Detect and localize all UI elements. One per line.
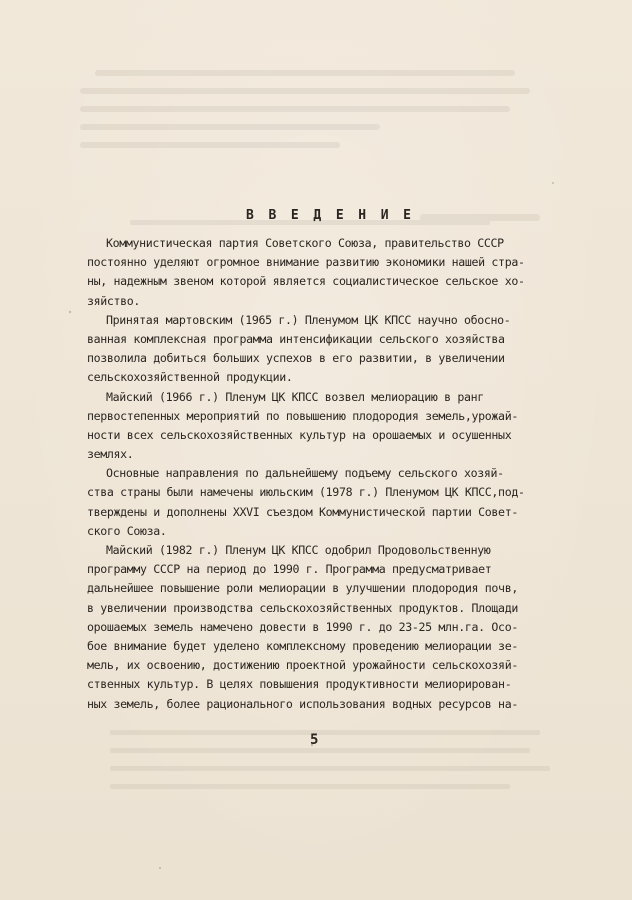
text-line: Майский (1982 г.) Пленум ЦК КПСС одобрил Продовольственную xyxy=(106,543,491,557)
text-line: Коммунистическая партия Советского Союза, правительство СССР xyxy=(106,236,504,250)
page-number: 5 xyxy=(310,732,319,748)
text-line: ского Союза. xyxy=(87,523,167,538)
text-line: ственных культур. В целях повышения продуктивности мелиорирован- xyxy=(87,677,512,692)
text-line: ства страны были намечены июльским (1978 г.) Пленумом ЦК КПСС,под- xyxy=(87,485,525,500)
text-line: программу СССР на период до 1990 г. Программа предусматривает xyxy=(87,562,492,577)
body-text xyxy=(87,234,587,714)
text-line: зяйство. xyxy=(87,293,141,308)
text-line: сельскохозяйственной продукции. xyxy=(87,370,293,385)
text-line: землях. xyxy=(87,447,134,462)
text-line: дальнейшее повышение роли мелиорации в улучшении плодородия почв, xyxy=(87,581,518,596)
text-line: первостепенных мероприятий по повышению плодородия земель,урожай- xyxy=(87,408,518,423)
text-line: позволила добиться больших успехов в его развитии, в увеличении xyxy=(87,351,505,366)
text-line: постоянно уделяют огромное внимание развитию экономики нашей стра- xyxy=(87,255,525,270)
section-heading: В В Е Д Е Н И Е xyxy=(246,208,415,223)
text-line: ных земель, более рационального использования водных ресурсов на- xyxy=(87,696,518,711)
text-line: ности всех сельскохозяйственных культур на орошаемых и осушенных xyxy=(87,427,512,442)
text-line: бое внимание будет уделено комплексному проведению мелиорации зе- xyxy=(87,638,518,653)
text-line: ны, надежным звеном которой является социалистическое сельское хо- xyxy=(87,274,525,289)
text-line: ванная комплексная программа интенсификации сельского хозяйства xyxy=(87,331,505,346)
text-line: тверждены и дополнены XXVI съездом Коммунистической партии Совет- xyxy=(87,504,518,519)
text-line: Основные направления по дальнейшему подъему сельского хозяй- xyxy=(106,466,504,481)
text-line: орошаемых земель намечено довести в 1990 г. до 23-25 млн.га. Осо- xyxy=(87,619,518,634)
text-line: мель, их освоению, достижению проектной урожайности сельскохозяй- xyxy=(87,658,518,673)
text-line: в увеличении производства сельскохозяйственных продуктов. Площади xyxy=(87,600,518,615)
text-line: Принятая мартовским (1965 г.) Пленумом ЦК КПСС научно обосно- xyxy=(106,312,511,327)
text-line: Майский (1966 г.) Пленум ЦК КПСС возвел мелиорацию в ранг xyxy=(106,389,484,404)
